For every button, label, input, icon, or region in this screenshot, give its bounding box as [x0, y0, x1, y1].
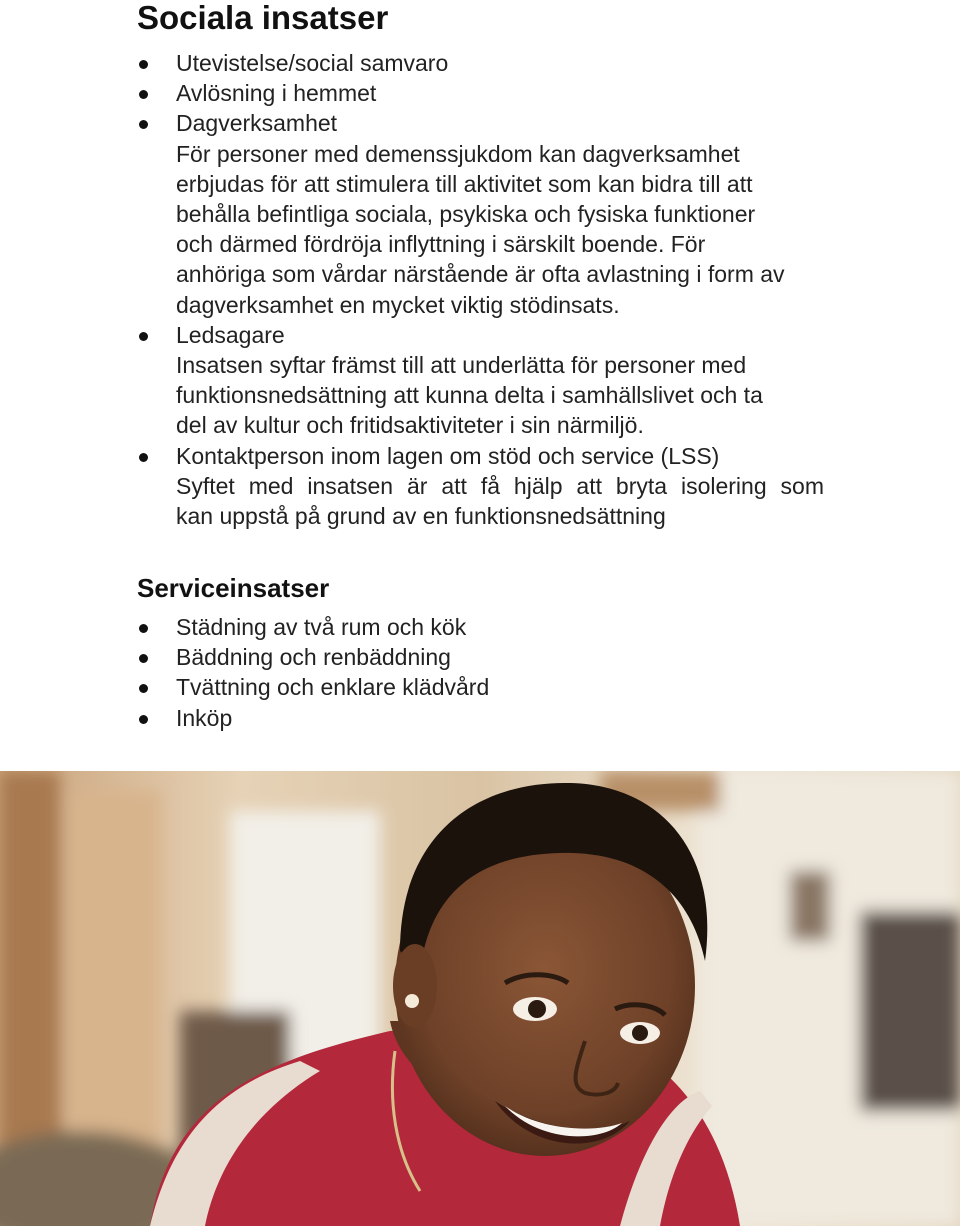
bullet-icon	[139, 332, 148, 341]
bullet-icon	[139, 90, 148, 99]
dagverksamhet-description: För personer med demenssjukdom kan dagverksamhet erbjudas för att stimulera till aktivitet som kan bidra till att behålla befintliga sociala, psykiska och fysiska funktioner och därmed fördröja inflyttning i särskilt boende. För anhöriga som vårdar närstående är ofta avlastning i form av dagverksamhet en mycket viktig stödinsats.	[176, 140, 785, 318]
page-title: Sociala insatser	[137, 0, 389, 36]
smiling-woman-photo	[0, 771, 960, 1226]
list-item: Inköp	[137, 703, 489, 733]
ledsagare-description: Insatsen syftar främst till att underlätta för personer med funktionsnedsättning att kunna delta i samhällslivet och ta del av kultur och fritidsaktiviteter i sin närmiljö.	[176, 352, 763, 439]
list-item: Dagverksamhet	[137, 108, 824, 138]
kontaktperson-description: Syftet med insatsen är att få hjälp att bryta isolering som kan uppstå på grund av en funktionsnedsättning	[176, 472, 824, 530]
social-list	[137, 48, 824, 531]
list-item: Bäddning och renbäddning	[137, 642, 489, 672]
section-title-service: Serviceinsatser	[137, 573, 330, 603]
list-item: Avlösning i hemmet	[137, 78, 824, 108]
bullet-icon	[139, 684, 148, 693]
list-item: Ledsagare	[137, 320, 824, 350]
list-item: Städning av två rum och kök	[137, 612, 489, 642]
bullet-icon	[139, 60, 148, 69]
list-item: Utevistelse/social samvaro	[137, 48, 824, 78]
bullet-icon	[139, 120, 148, 129]
bullet-icon	[139, 654, 148, 663]
bullet-icon	[139, 715, 148, 724]
bullet-icon	[139, 453, 148, 462]
list-item: Tvättning och enklare klädvård	[137, 672, 489, 702]
service-list	[137, 612, 489, 733]
list-item: Kontaktperson inom lagen om stöd och service (LSS)	[137, 441, 824, 471]
bullet-icon	[139, 624, 148, 633]
